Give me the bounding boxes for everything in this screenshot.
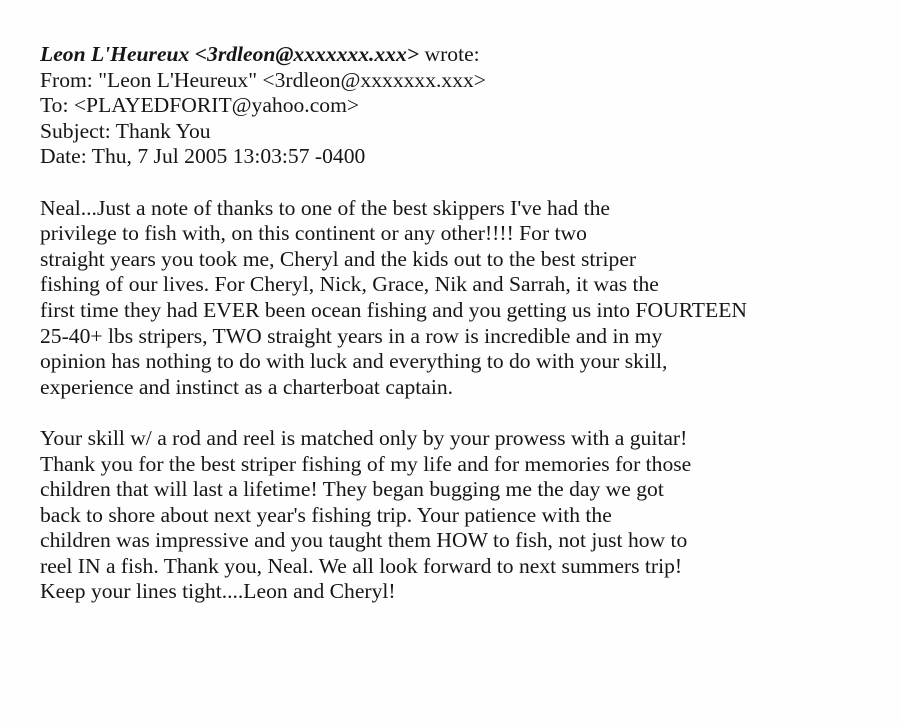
paragraph-line: Thank you for the best striper fishing of my life and for memories for those [40, 451, 692, 476]
paragraph-line: back to shore about next year's fishing trip. Your patience with the [40, 502, 612, 527]
email-text [40, 42, 880, 605]
wrote-label: wrote: [419, 42, 480, 66]
paragraph-2 [40, 426, 880, 605]
paragraph-line: experience and instinct as a charterboat captain. [40, 374, 454, 399]
paragraph-line: fishing of our lives. For Cheryl, Nick, Grace, Nik and Sarrah, it was the [40, 272, 659, 297]
paragraph-line: 25-40+ lbs stripers, TWO straight years in a row is incredible and in my [40, 323, 663, 348]
paragraph-1 [40, 196, 880, 401]
paragraph-gap [40, 400, 880, 426]
paragraph-line: reel IN a fish. Thank you, Neal. We all look forward to next summers trip! [40, 553, 683, 578]
to-line: To: <PLAYEDFORIT@yahoo.com> [40, 93, 360, 118]
paragraph-line: children was impressive and you taught them HOW to fish, not just how to [40, 528, 688, 553]
paragraph-line: opinion has nothing to do with luck and everything to do with your skill, [40, 349, 668, 374]
sender-name: Leon L'Heureux <3rdleon@xxxxxxx.xxx> [40, 42, 420, 66]
paragraph-line: first time they had EVER been ocean fishing and you getting us into FOURTEEN [40, 297, 747, 322]
attribution-line [40, 42, 880, 68]
from-line: From: "Leon L'Heureux" <3rdleon@xxxxxxx.xxx> [40, 67, 486, 92]
paragraph-line: straight years you took me, Cheryl and the kids out to the best striper [40, 246, 637, 271]
paragraph-line: Neal...Just a note of thanks to one of the best skippers I've had the [40, 195, 610, 220]
paragraph-line: Your skill w/ a rod and reel is matched only by your prowess with a guitar! [40, 425, 688, 450]
date-line: Date: Thu, 7 Jul 2005 13:03:57 -0400 [40, 144, 366, 169]
paragraph-line: Keep your lines tight....Leon and Cheryl! [40, 579, 396, 604]
paragraph-line: children that will last a lifetime! They began bugging me the day we got [40, 477, 664, 502]
paragraph-gap [40, 170, 880, 196]
subject-line: Subject: Thank You [40, 118, 211, 143]
paragraph-line: privilege to fish with, on this continent or any other!!!! For two [40, 221, 587, 246]
